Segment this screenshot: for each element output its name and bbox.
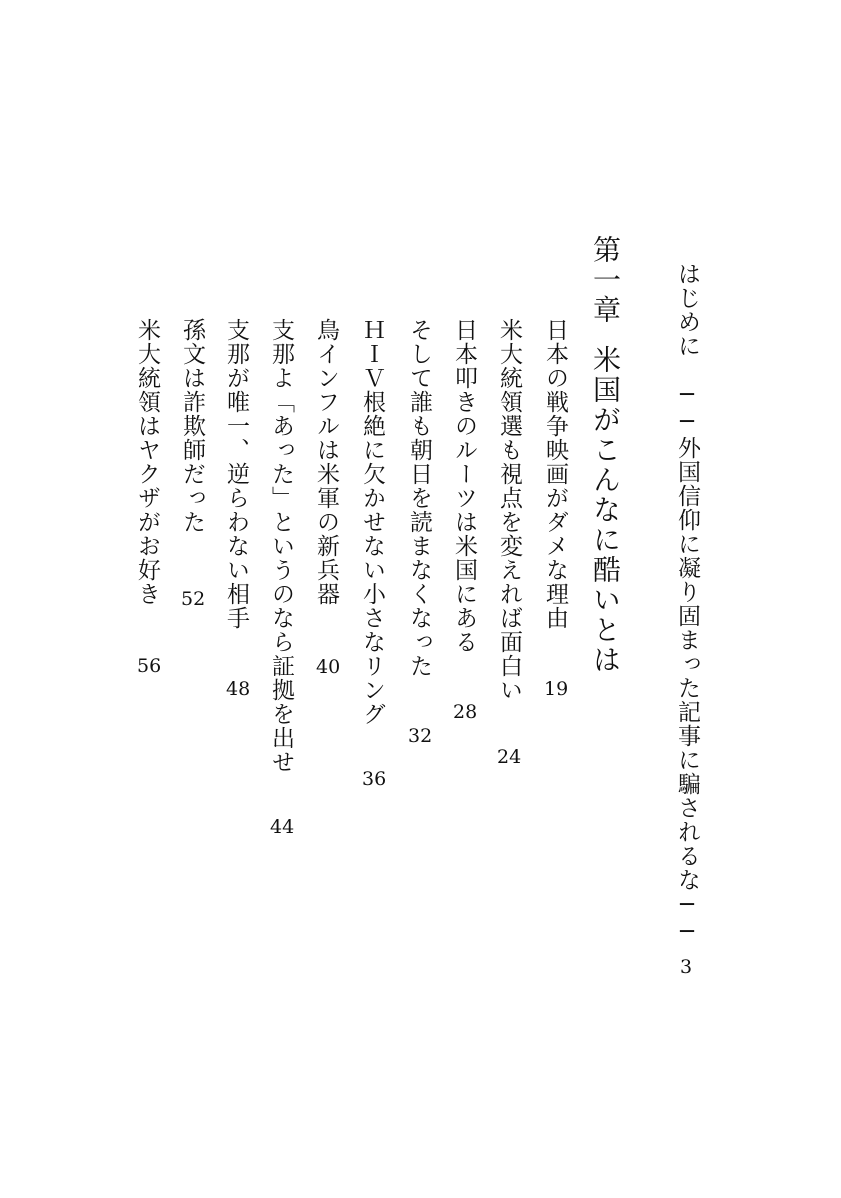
- toc-entry-page: 32: [408, 725, 433, 747]
- toc-entry-title: 米大統領選も視点を変えれば面白い: [496, 318, 522, 702]
- toc-entry-page: 48: [226, 678, 251, 700]
- chapter-label: 第一章: [589, 235, 622, 325]
- toc-entry-page: 28: [453, 701, 478, 723]
- chapter-title: 米国がこんなに酷いとは: [589, 345, 622, 675]
- intro-page-number: 3: [680, 956, 693, 978]
- toc-entry-title: ＨＩＶ根絶に欠かせない小さなリング: [359, 318, 385, 726]
- toc-entry-page: 40: [316, 656, 341, 678]
- toc-entry-page: 24: [497, 746, 522, 768]
- toc-entry-title: 日本の戦争映画がダメな理由: [542, 318, 568, 630]
- toc-entry-title: 日本叩きのルーツは米国にある: [451, 318, 477, 654]
- toc-entry-title: 孫文は詐欺師だった: [179, 318, 205, 534]
- toc-entry-page: 36: [362, 768, 387, 790]
- toc-entry-title: 鳥インフルは米軍の新兵器: [313, 318, 339, 606]
- toc-entry-page: 52: [181, 588, 206, 610]
- intro-title: はじめに ──外国信仰に凝り固まった記事に騙されるな──: [674, 262, 700, 946]
- toc-entry-title: そして誰も朝日を読まなくなった: [406, 318, 432, 678]
- toc-entry-title: 支那よ「あった」というのなら証拠を出せ: [268, 318, 294, 774]
- toc-entry-page: 56: [137, 655, 162, 677]
- toc-entry-page: 19: [544, 678, 569, 700]
- toc-entry-title: 米大統領はヤクザがお好き: [134, 318, 160, 606]
- toc-entry-page: 44: [270, 816, 295, 838]
- toc-entry-title: 支那が唯一、逆らわない相手: [223, 318, 249, 630]
